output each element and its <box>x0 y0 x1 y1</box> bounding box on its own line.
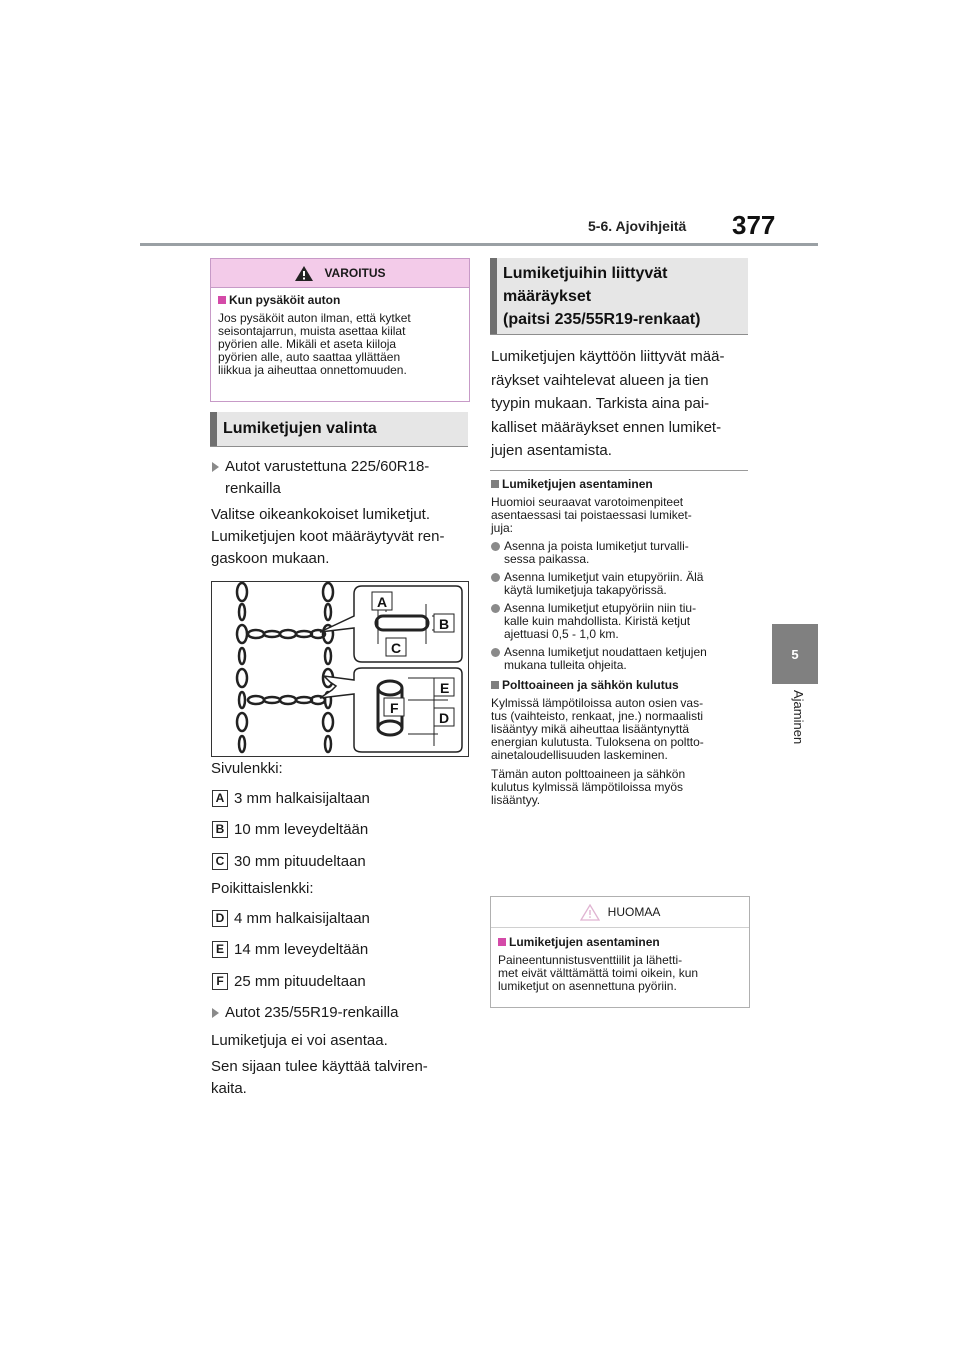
right-section-heading <box>490 258 748 335</box>
bullet-line: Asenna ja poista lumiketjut turvalli- <box>504 539 689 553</box>
install-bullet <box>491 602 749 641</box>
side-link-row-a <box>212 790 370 807</box>
chapter-title: Ajaminen <box>791 690 806 745</box>
measurement-text: 3 mm halkaisijaltaan <box>234 790 370 807</box>
paragraph-line: tyypin mukaan. Tarkista aina pai- <box>491 395 710 412</box>
letter-box: F <box>212 973 228 990</box>
letter-box: C <box>212 853 228 870</box>
install-section <box>491 476 749 807</box>
paragraph-line: Lumiketjujen koot määräytyvät ren- <box>211 528 445 545</box>
left-paragraph-2: Lumiketjuja ei voi asentaa. <box>211 1032 388 1049</box>
left-section-heading <box>210 412 468 447</box>
cross-link-row-d <box>212 910 370 927</box>
cross-link-title: Poikittaislenkki: <box>211 880 314 897</box>
chapter-tab: 5 <box>772 624 818 684</box>
paragraph-line: gaskoon mukaan. <box>211 550 330 567</box>
warning-line: seisontajarrun, muista asettaa kiilat <box>218 324 406 338</box>
fuel-title-row <box>491 678 749 692</box>
snow-chain-figure <box>211 581 469 757</box>
heading-accent-bar <box>490 258 497 334</box>
paragraph-line: Tämän auton polttoaineen ja sähkön <box>491 767 686 781</box>
note-text <box>498 954 743 993</box>
measurement-text: 25 mm pituudeltaan <box>234 973 366 990</box>
bullet-line: mukana tulleita ohjeita. <box>504 658 627 672</box>
left-paragraph-1 <box>211 504 469 570</box>
paragraph-line: Sen sijaan tulee käyttää talviren- <box>211 1058 428 1075</box>
warning-label: VAROITUS <box>324 266 386 280</box>
side-link-row-c <box>212 853 366 870</box>
square-bullet-icon <box>491 681 499 689</box>
warning-text <box>218 312 461 377</box>
paragraph-line: juja: <box>491 521 514 535</box>
page-number: 377 <box>732 210 776 240</box>
note-line: lumiketjut on asennettuna pyöriin. <box>498 979 677 993</box>
install-intro <box>491 496 749 535</box>
figure-label-e: E <box>440 680 450 696</box>
tire-size-item-1 <box>212 456 468 500</box>
letter-box: A <box>212 790 228 807</box>
letter-box: E <box>212 941 228 958</box>
note-label: HUOMAA <box>607 905 661 919</box>
note-item-title: Lumiketjujen asentaminen <box>509 935 660 949</box>
round-bullet-icon <box>491 542 500 551</box>
paragraph-line: tus (vaihteisto, renkaat, jne.) normaalisti <box>491 709 704 723</box>
tire-size-item-2 <box>212 1002 468 1024</box>
right-heading-line: Lumiketjuihin liittyvät <box>503 265 668 282</box>
install-title-row <box>491 477 749 491</box>
item-line: renkailla <box>225 480 281 497</box>
install-title: Lumiketjujen asentaminen <box>502 477 653 491</box>
warning-line: pyörien alle. Mikäli et aseta kiiloja <box>218 337 397 351</box>
paragraph-line: energian kulutusta. Tuloksena on poltto- <box>491 735 704 749</box>
bullet-line: käytä lumiketjuja takapyörissä. <box>504 583 667 597</box>
paragraph-line: asentaessasi tai poistaessasi lumiket- <box>491 508 692 522</box>
paragraph-line: Huomioi seuraavat varotoimenpiteet <box>491 495 684 509</box>
bullet-line: Asenna lumiketjut etupyöriin niin tiu- <box>504 601 697 615</box>
note-header <box>491 897 749 928</box>
note-box <box>490 896 750 1008</box>
side-link-row-b <box>212 821 368 838</box>
paragraph-line: kaita. <box>211 1080 247 1097</box>
figure-label-a: A <box>377 594 388 610</box>
install-bullet <box>491 646 749 672</box>
paragraph-line: Valitse oikeankokoiset lumiketjut. <box>211 506 430 523</box>
warning-box <box>210 258 470 402</box>
warning-line: pyörien alle, auto saattaa yllättäen <box>218 350 401 364</box>
paragraph-line: kalliset määräykset ennen lumiket- <box>491 418 722 436</box>
arrow-bullet-icon <box>212 1008 219 1018</box>
warning-line: Jos pysäköit auton ilman, että kytket <box>218 311 411 325</box>
fuel-paragraph-2 <box>491 768 749 807</box>
bullet-line: Asenna lumiketjut noudattaen ketjujen <box>504 645 707 659</box>
paragraph-line: räykset vaihtelevat alueen ja tien <box>491 371 709 389</box>
square-bullet-icon <box>491 480 499 488</box>
measurement-text: 30 mm pituudeltaan <box>234 853 366 870</box>
square-bullet-icon <box>218 296 226 304</box>
note-line: met eivät välttämättä toimi oikein, kun <box>498 966 699 980</box>
note-item-title-row <box>498 935 743 949</box>
paragraph-line: jujen asentamista. <box>491 442 612 459</box>
warning-item-title: Kun pysäköit auton <box>229 293 341 307</box>
right-intro-paragraph <box>491 345 749 463</box>
install-bullet <box>491 540 749 566</box>
figure-label-f: F <box>390 700 399 716</box>
right-heading-line: (paitsi 235/55R19-renkaat) <box>503 311 701 328</box>
cross-link-row-f <box>212 973 366 990</box>
figure-label-c: C <box>391 640 402 656</box>
install-bullet <box>491 571 749 597</box>
left-paragraph-3 <box>211 1056 469 1100</box>
measurement-text: 4 mm halkaisijaltaan <box>234 910 370 927</box>
warning-item-title-row <box>218 293 461 307</box>
side-link-title: Sivulenkki: <box>211 760 283 777</box>
bullet-line: Asenna lumiketjut vain etupyöriin. Älä <box>504 570 704 584</box>
figure-label-b: B <box>439 616 450 632</box>
letter-box: B <box>212 821 228 838</box>
fuel-paragraph-1 <box>491 697 749 762</box>
bullet-line: sessa paikassa. <box>504 552 590 566</box>
section-divider <box>490 470 748 471</box>
caution-triangle-icon <box>580 904 600 921</box>
round-bullet-icon <box>491 604 500 613</box>
paragraph-line: ainetaloudellisuuden laskeminen. <box>491 748 668 762</box>
cross-link-row-e <box>212 941 368 958</box>
figure-label-d: D <box>439 710 450 726</box>
warning-line: liikkua ja aiheuttaa onnettomuuden. <box>218 363 407 377</box>
fuel-title: Polttoaineen ja sähkön kulutus <box>502 678 679 692</box>
item-line: Autot varustettuna 225/60R18- <box>225 458 430 475</box>
measurement-text: 14 mm leveydeltään <box>234 941 369 958</box>
item-line: Autot 235/55R19-renkailla <box>225 1004 399 1021</box>
arrow-bullet-icon <box>212 462 219 472</box>
warning-triangle-icon <box>294 265 314 282</box>
bullet-line: kalle kuin mahdollista. Kiristä ketjut <box>504 614 691 628</box>
bullet-line: ajettuasi 0,5 - 1,0 km. <box>504 627 619 641</box>
round-bullet-icon <box>491 648 500 657</box>
paragraph-line: kulutus kylmissä lämpötiloissa myös <box>491 780 684 794</box>
square-bullet-icon <box>498 938 506 946</box>
letter-box: D <box>212 910 228 927</box>
header-divider <box>140 243 818 246</box>
right-heading-line: määräykset <box>503 288 592 305</box>
measurement-text: 10 mm leveydeltään <box>234 821 369 838</box>
paragraph-line: lisääntyy. <box>491 793 541 807</box>
paragraph-line: Kylmissä lämpötiloissa auton osien vas- <box>491 696 704 710</box>
paragraph-line: lisääntyy mikä aiheuttaa lisääntynyttä <box>491 722 690 736</box>
paragraph-line: Lumiketjujen käyttöön liittyvät mää- <box>491 348 725 365</box>
warning-header <box>211 259 469 288</box>
heading-accent-bar <box>210 412 217 446</box>
chain-illustration <box>212 582 468 756</box>
left-heading-text: Lumiketjujen valinta <box>223 420 377 437</box>
note-line: Paineentunnistusventtiilit ja lähetti- <box>498 953 683 967</box>
round-bullet-icon <box>491 573 500 582</box>
section-label: 5-6. Ajovihjeitä <box>588 218 687 234</box>
